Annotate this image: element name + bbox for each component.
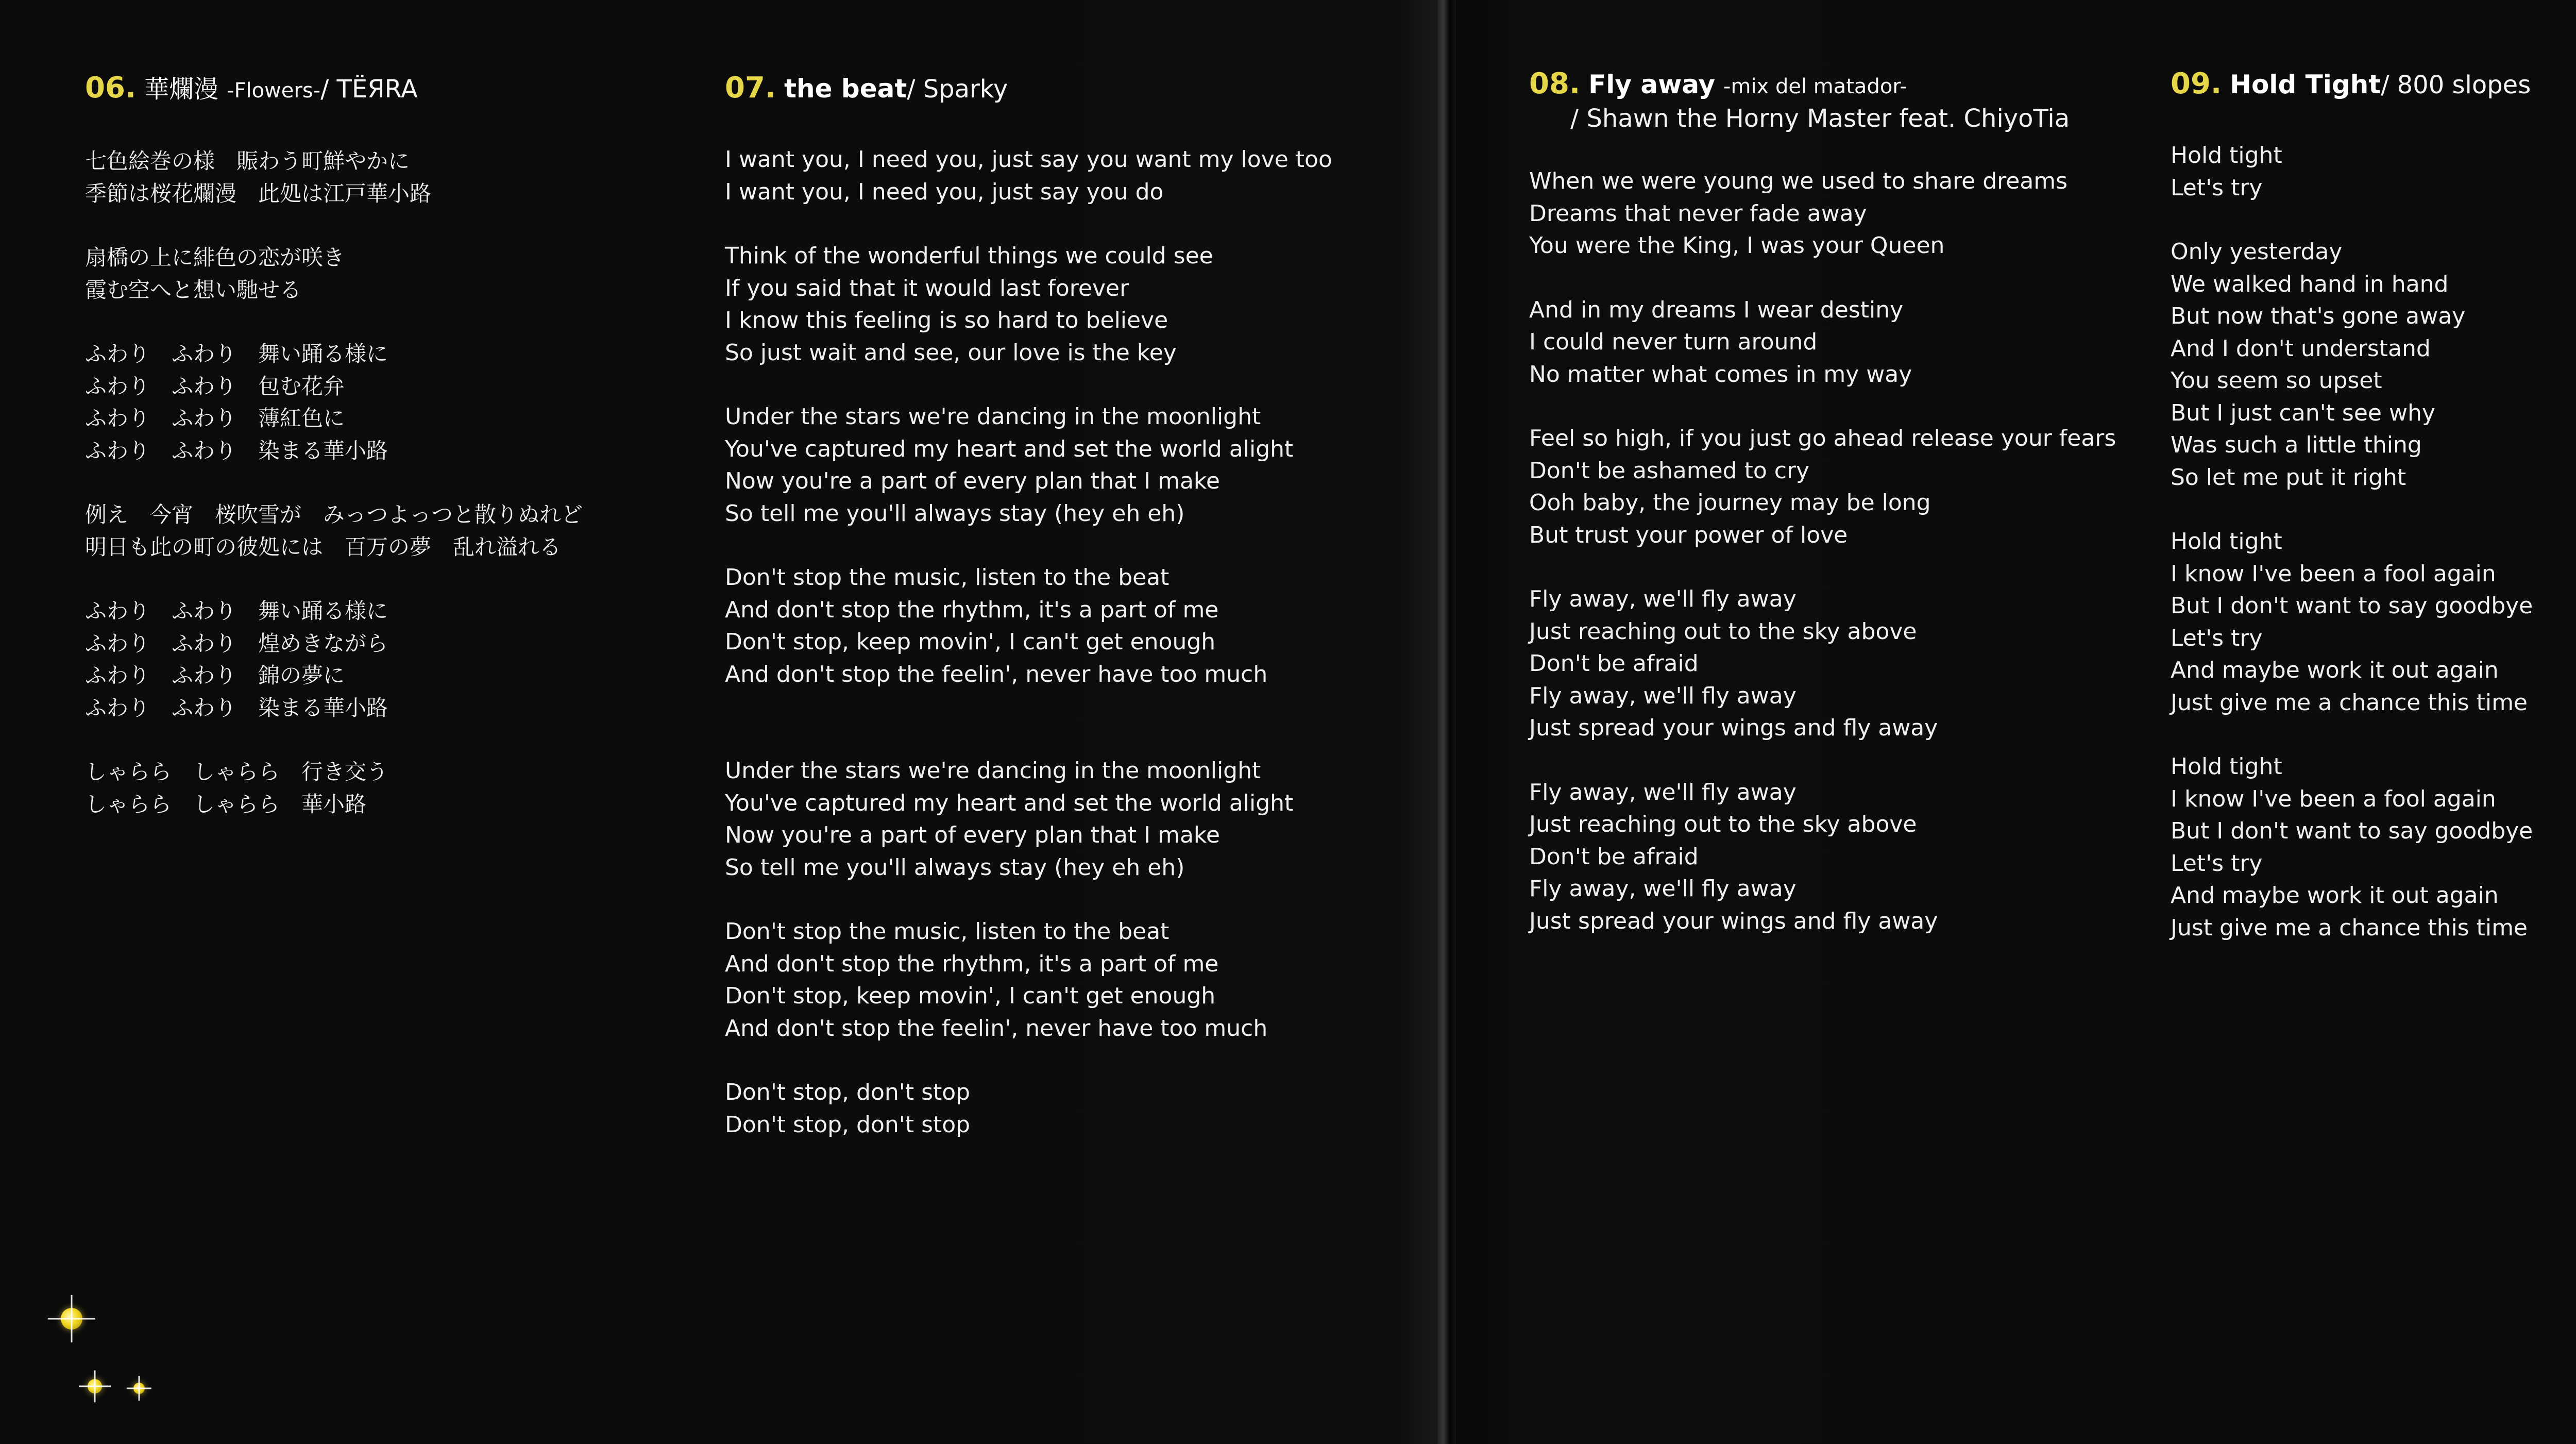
lyric-line: And don't stop the feelin', never have too much [725, 1015, 1268, 1042]
lyric-line: Don't stop the music, listen to the beat [725, 564, 1170, 591]
lyric-line: So tell me you'll always stay (hey eh eh) [725, 854, 1185, 881]
track-07-title [725, 72, 1420, 105]
track-number: 08. [1529, 67, 1581, 100]
lyrics-stanza [725, 916, 1420, 1045]
lyric-line: You seem so upset [2171, 367, 2382, 394]
lyric-line: Was such a little thing [2171, 432, 2422, 458]
lyric-line: But now that's gone away [2171, 303, 2466, 329]
lyrics-stanza [725, 240, 1420, 369]
lyrics-stanza [85, 595, 677, 724]
lyric-line: But I don't want to say goodbye [2171, 818, 2533, 844]
lyric-line: Don't stop, don't stop [725, 1111, 971, 1138]
lyric-line: Let's try [2171, 174, 2263, 201]
lyric-line: You were the King, I was your Queen [1529, 232, 1945, 259]
lyric-line: ふわり ふわり 錦の夢に [85, 663, 345, 688]
track-09-lyrics [2171, 67, 2576, 976]
lyrics-stanza [725, 755, 1420, 884]
lyric-line: I know this feeling is so hard to believe [725, 307, 1168, 333]
lyric-line: Dreams that never fade away [1529, 200, 1867, 227]
lyric-line: Think of the wonderful things we could see [725, 243, 1213, 269]
lyrics-stanza [85, 338, 677, 467]
lyric-line: Don't be afraid [1529, 650, 1699, 677]
lyric-line: You've captured my heart and set the world alight [725, 435, 1294, 462]
lyrics-stanza [1529, 583, 2163, 745]
lyric-line: I know I've been a fool again [2171, 785, 2496, 812]
lyric-line: Fly away, we'll fly away [1529, 682, 1797, 709]
lyrics-stanza [1529, 165, 2163, 262]
lyric-line: I could never turn around [1529, 329, 1818, 355]
track-name: the beat [784, 74, 907, 104]
lyric-line: Now you're a part of every plan that I make [725, 822, 1220, 848]
sparkle-icon [61, 1308, 82, 1330]
lyrics-stanza [2171, 140, 2576, 204]
lyric-line: So just wait and see, our love is the key [725, 339, 1177, 366]
sparkle-icon [88, 1379, 102, 1393]
lyric-line: Don't be ashamed to cry [1529, 457, 1810, 484]
track-06-title [85, 72, 677, 107]
lyrics-stanza [1529, 294, 2163, 391]
track-08-title [1529, 68, 2163, 135]
lyric-line: When we were young we used to share dreams [1529, 168, 2068, 194]
lyric-line: And don't stop the feelin', never have too much [725, 661, 1268, 687]
lyrics-stanza [2171, 526, 2576, 719]
track-name: 華爛漫 [144, 75, 219, 104]
lyric-line: I know I've been a fool again [2171, 560, 2496, 587]
lyric-line: But I just can't see why [2171, 399, 2435, 426]
lyrics-stanza [725, 1077, 1420, 1141]
booklet-fold [1437, 0, 1456, 1444]
lyrics-stanza [85, 499, 677, 563]
lyric-line: So tell me you'll always stay (hey eh eh) [725, 500, 1185, 527]
lyrics-stanza [725, 144, 1420, 208]
lyric-line: Under the stars we're dancing in the moonlight [725, 758, 1261, 784]
lyric-line: And I don't understand [2171, 335, 2431, 362]
track-artist: / Sparky [907, 75, 1008, 104]
lyric-line: Hold tight [2171, 753, 2282, 780]
track-09-title [2171, 68, 2576, 101]
track-number: 06. [85, 71, 137, 105]
lyric-line: ふわり ふわり 舞い踊る様に [85, 341, 388, 366]
lyric-line: So let me put it right [2171, 464, 2406, 491]
lyric-line: I want you, I need you, just say you do [725, 178, 1164, 205]
lyric-line: 季節は桜花爛漫 此処は江戸華小路 [85, 180, 432, 206]
lyric-line: しゃらら しゃらら 行き交う [85, 759, 388, 784]
track-subtitle: -mix del matador- [1723, 75, 1907, 98]
lyric-line: ふわり ふわり 舞い踊る様に [85, 598, 388, 624]
lyric-line: Ooh baby, the journey may be long [1529, 490, 1931, 516]
lyrics-stanza [1529, 777, 2163, 938]
lyric-line: 霞む空へと想い馳せる [85, 277, 302, 303]
lyric-line: But trust your power of love [1529, 522, 1848, 548]
lyric-line: ふわり ふわり 染まる華小路 [85, 695, 388, 720]
lyric-line: And maybe work it out again [2171, 657, 2499, 683]
track-name: Fly away [1588, 70, 1716, 99]
lyrics-body [725, 144, 1420, 1141]
lyrics-stanza [2171, 236, 2576, 494]
lyric-line: ふわり ふわり 染まる華小路 [85, 438, 388, 463]
lyric-line: And don't stop the rhythm, it's a part of me [725, 596, 1219, 623]
track-06-lyrics [85, 72, 677, 852]
lyric-line: 七色絵巻の様 賑わう町鮮やかに [85, 148, 410, 174]
lyric-line: And in my dreams I wear destiny [1529, 296, 1904, 323]
lyric-line: ふわり ふわり 煌めきながら [85, 630, 388, 656]
lyric-line: And don't stop the rhythm, it's a part of me [725, 950, 1219, 977]
lyrics-body [2171, 140, 2576, 944]
track-subtitle: -Flowers- [227, 79, 321, 103]
lyric-line: I want you, I need you, just say you want my love too [725, 146, 1332, 173]
lyrics-stanza [2171, 751, 2576, 944]
sparkle-icon [133, 1383, 145, 1394]
lyric-line: Only yesterday [2171, 239, 2343, 265]
lyrics-stanza [85, 242, 677, 306]
lyric-line: Don't stop the music, listen to the beat [725, 918, 1170, 945]
lyric-line: Under the stars we're dancing in the moonlight [725, 404, 1261, 430]
lyric-line: Fly away, we'll fly away [1529, 779, 1797, 805]
track-07-lyrics [725, 72, 1420, 1173]
lyric-line: Don't stop, keep movin', I can't get enough [725, 629, 1216, 655]
track-08-lyrics [1529, 67, 2163, 969]
lyrics-stanza [85, 145, 677, 210]
lyric-line: Hold tight [2171, 528, 2282, 555]
lyrics-stanza [1529, 423, 2163, 551]
lyric-line: 例え 今宵 桜吹雪が みっつよっつと散りぬれど [85, 502, 583, 527]
track-artist: / 800 slopes [2381, 71, 2531, 99]
lyric-line: Let's try [2171, 625, 2263, 651]
lyric-line: Don't stop, don't stop [725, 1079, 971, 1105]
lyric-line: しゃらら しゃらら 華小路 [85, 791, 367, 817]
lyric-line: Just give me a chance this time [2171, 689, 2528, 716]
track-name: Hold Tight [2230, 70, 2381, 99]
lyric-line: Now you're a part of every plan that I make [725, 468, 1220, 494]
lyric-line: Just give me a chance this time [2171, 914, 2528, 941]
lyric-line: You've captured my heart and set the world alight [725, 790, 1294, 816]
lyric-line: ふわり ふわり 薄紅色に [85, 406, 345, 431]
lyric-line: Feel so high, if you just go ahead release your fears [1529, 425, 2116, 451]
lyric-line: Fly away, we'll fly away [1529, 876, 1797, 902]
lyric-line: Just spread your wings and fly away [1529, 715, 1938, 741]
lyrics-body [85, 145, 677, 820]
track-artist: / TЁЯRA [320, 75, 418, 104]
lyric-line: We walked hand in hand [2171, 271, 2449, 297]
track-number: 07. [725, 71, 776, 105]
lyric-line: 扇橋の上に緋色の恋が咲き [85, 245, 345, 270]
lyric-line: Let's try [2171, 850, 2263, 877]
lyrics-body [1529, 165, 2163, 937]
lyric-line: Just spread your wings and fly away [1529, 908, 1938, 934]
lyric-line: But I don't want to say goodbye [2171, 593, 2533, 619]
lyric-line: If you said that it would last forever [725, 275, 1129, 301]
lyrics-stanza [725, 562, 1420, 691]
lyric-line: Hold tight [2171, 142, 2282, 169]
lyrics-stanza [725, 401, 1420, 530]
lyric-line: Just reaching out to the sky above [1529, 811, 1917, 837]
lyric-line: Just reaching out to the sky above [1529, 618, 1917, 645]
lyrics-stanza [85, 756, 677, 820]
lyric-line: ふわり ふわり 包む花弁 [85, 373, 345, 399]
lyric-line: And maybe work it out again [2171, 882, 2499, 909]
lyric-line: Don't stop, keep movin', I can't get enough [725, 983, 1216, 1009]
lyric-line: Don't be afraid [1529, 843, 1699, 870]
track-artist: / Shawn the Horny Master feat. ChiyoTia [1570, 104, 2070, 133]
lyric-line: No matter what comes in my way [1529, 361, 1912, 388]
lyric-line: 明日も此の町の彼処には 百万の夢 乱れ溢れる [85, 534, 562, 560]
track-number: 09. [2171, 67, 2222, 100]
lyric-line: Fly away, we'll fly away [1529, 586, 1797, 612]
